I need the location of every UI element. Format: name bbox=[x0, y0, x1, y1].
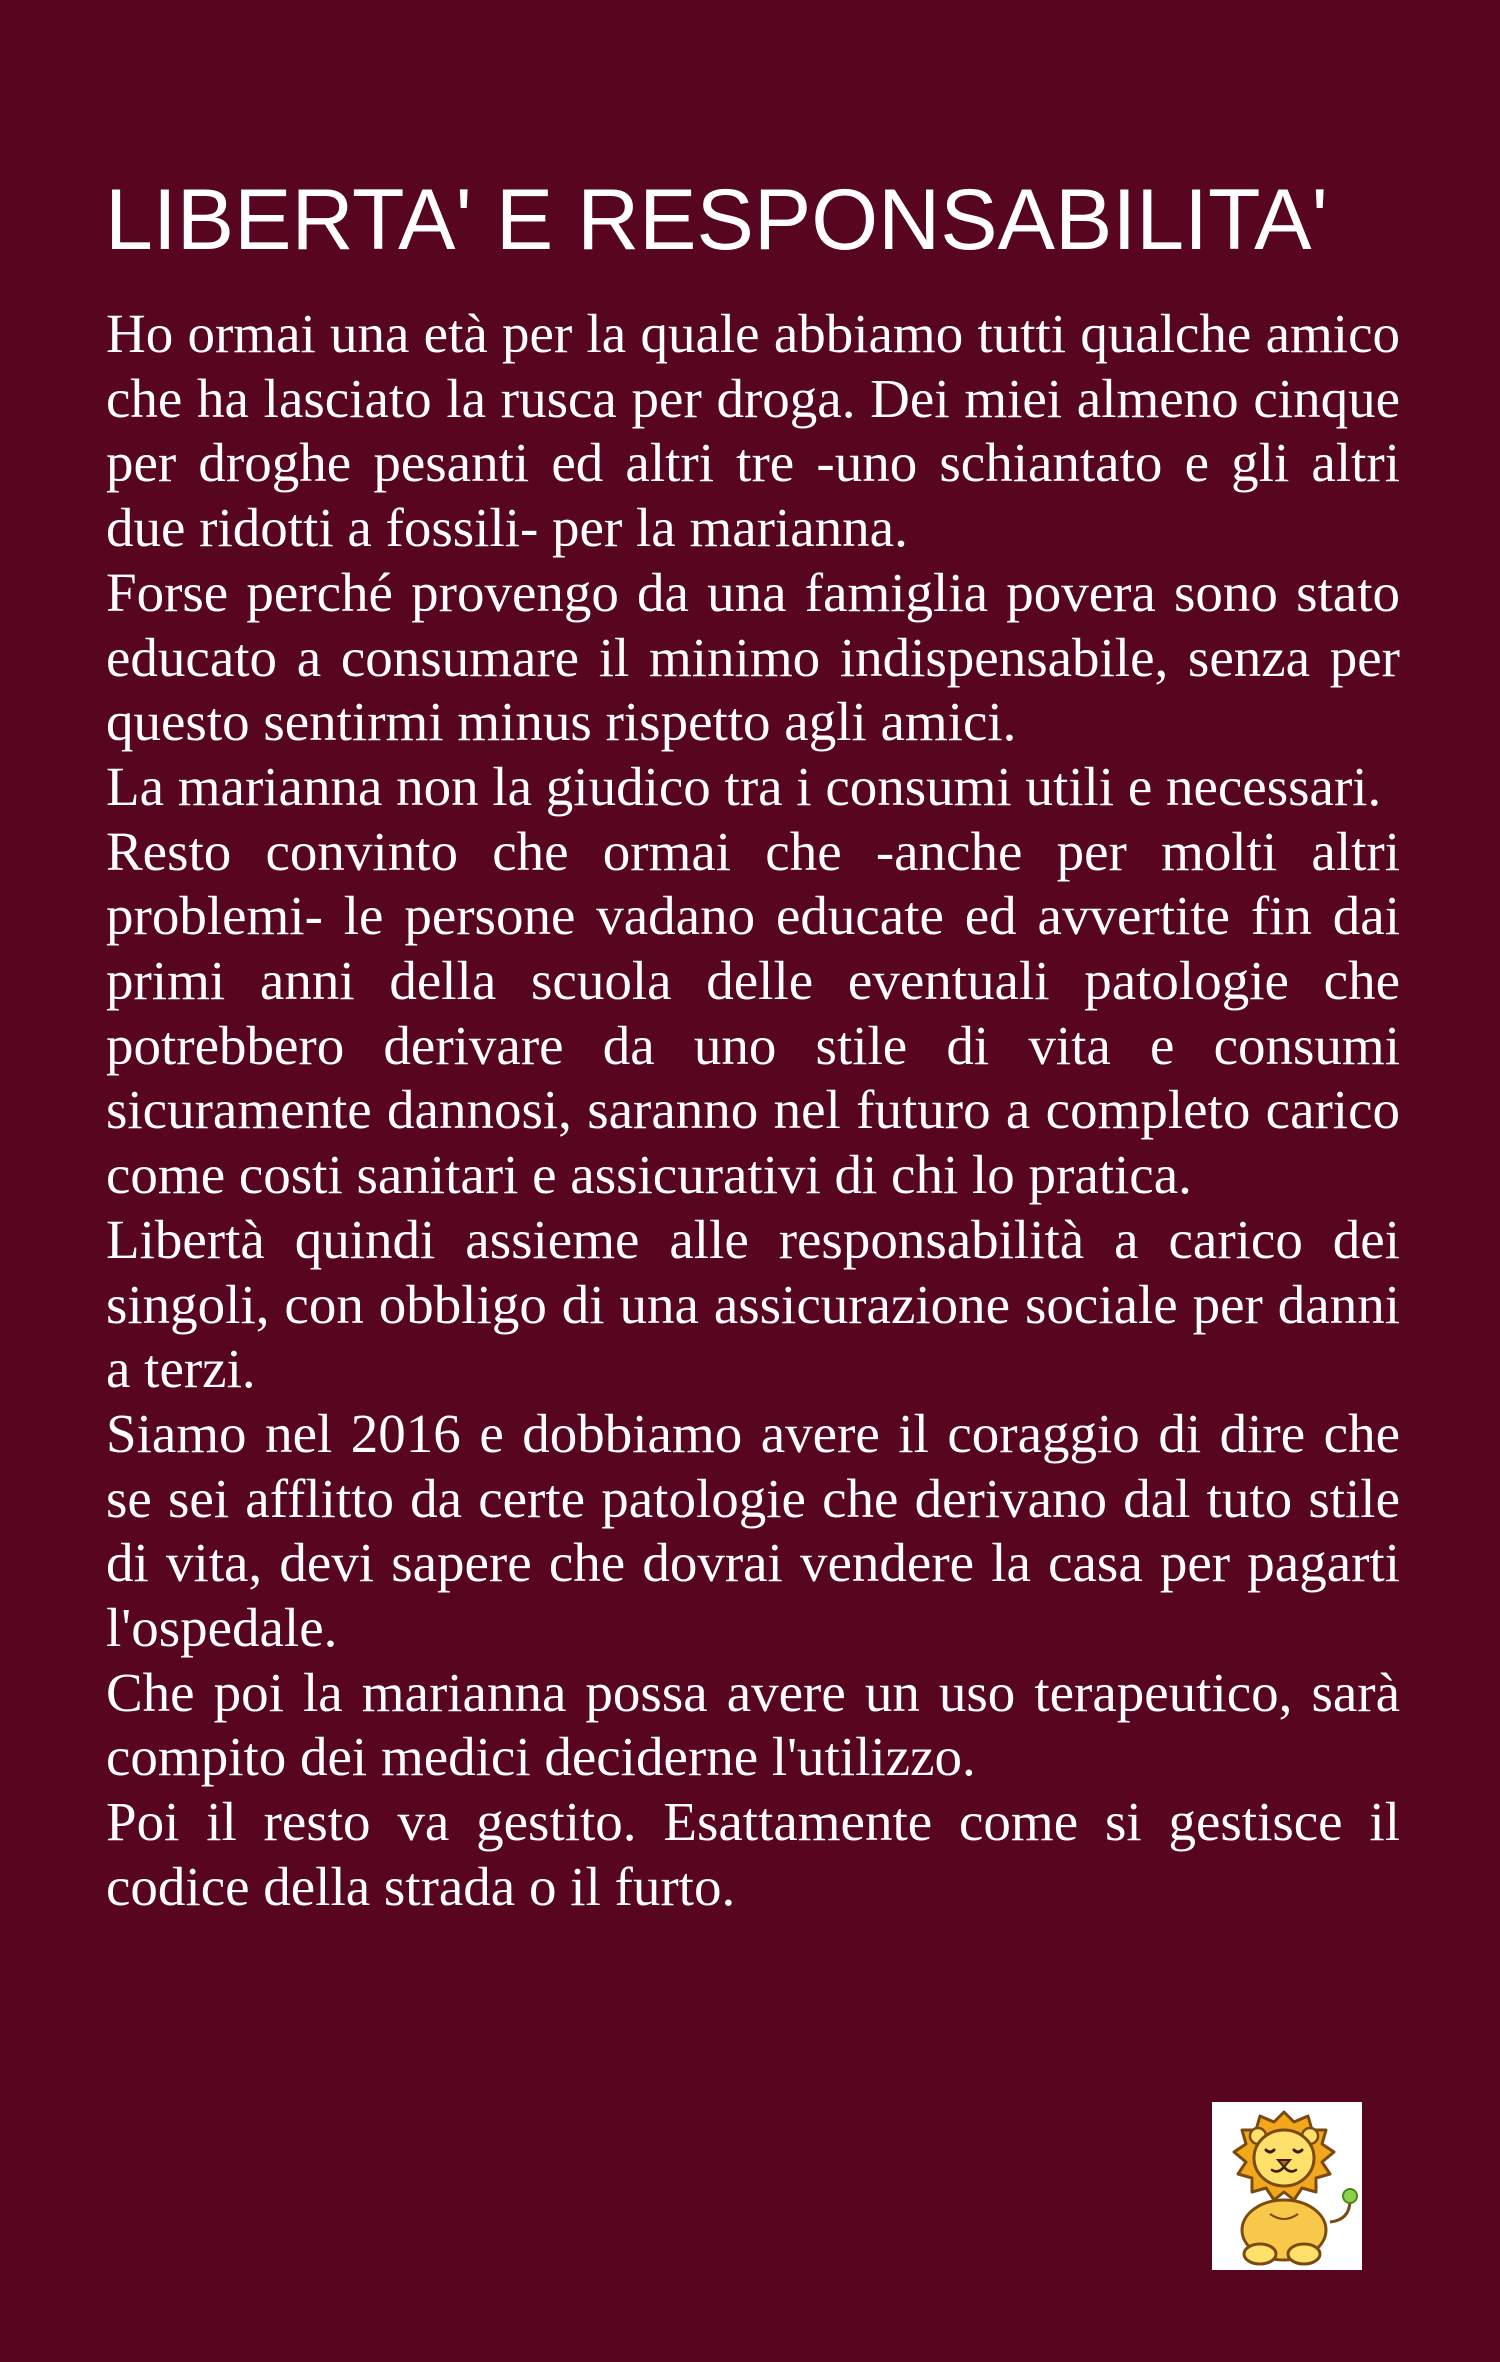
paragraph-3: La marianna non la giudico tra i consumi utili e necessari. bbox=[106, 755, 1382, 817]
article-body bbox=[106, 302, 1400, 1920]
paragraph-8: Poi il resto va gestito. Esattamente come si gestisce il codice della strada o il furto. bbox=[106, 1791, 1400, 1917]
paragraph-6: Siamo nel 2016 e dobbiamo avere il coraggio di dire che se sei afflitto da certe patologie che derivano dal tuto stile di vita, devi sapere che dovrai vendere la casa per pagarti l'ospedale. bbox=[106, 1402, 1400, 1659]
page-title: LIBERTA' E RESPONSABILITA' bbox=[105, 172, 1328, 268]
lion-cartoon-icon bbox=[1212, 2102, 1362, 2270]
paragraph-5: Libertà quindi assieme alle responsabilità a carico dei singoli, con obbligo di una assicurazione sociale per danni a terzi. bbox=[106, 1208, 1400, 1400]
paragraph-2: Forse perché provengo da una famiglia povera sono stato educato a consumare il minimo indispensabile, senza per questo sentirmi minus rispetto agli amici. bbox=[106, 561, 1400, 753]
paragraph-1: Ho ormai una età per la quale abbiamo tutti qualche amico che ha lasciato la rusca per droga. Dei miei almeno cinque per droghe pesanti ed altri tre -uno schiantato e gli altri due ridotti a fossili- per la marianna. bbox=[106, 303, 1400, 559]
paragraph-4: Resto convinto che ormai che -anche per molti altri problemi- le persone vadano educate ed avvertite fin dai primi anni della scuola delle eventuali patologie che potrebbero derivare da uno stile di vita e consumi sicuramente dannosi, saranno nel futuro a completo carico come costi sanitari e assicurativi di chi lo pratica. bbox=[106, 820, 1400, 1206]
lion-logo bbox=[1212, 2102, 1362, 2270]
paragraph-7: Che poi la marianna possa avere un uso terapeutico, sarà compito dei medici deciderne l'utilizzo. bbox=[106, 1661, 1400, 1788]
